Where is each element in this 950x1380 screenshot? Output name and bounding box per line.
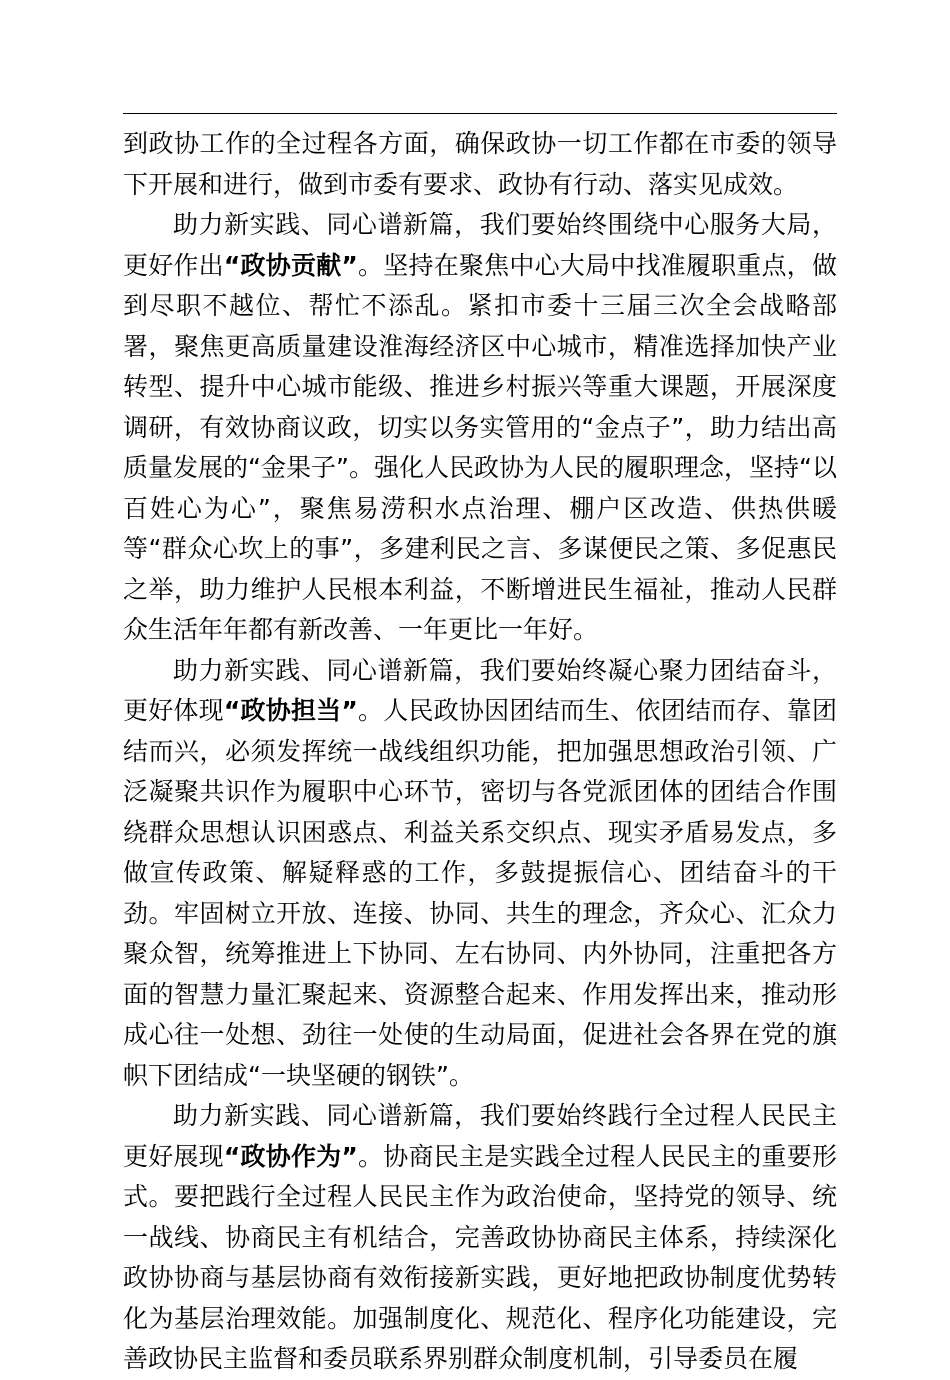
paragraph-text: 。人民政协因团结而生、依团结而存、靠团结而兴，必须发挥统一战线组织功能，把加强思想政治引领、广泛凝聚共识作为履职中心环节，密切与各党派团体的团结合作围绕群众思想认识困惑点、利益关系交织点、现实矛盾易发点，多做宣传政策、解疑释惑的工作，多鼓提振信心、团结奋斗的干劲。牢固树立开放、连接、协同、共生的理念，齐众心、汇众力聚众智，统筹推进上下协同、左右协同、内外协同，注重把各方面的智慧力量汇聚起来、资源整合起来、作用发挥出来，推动形成心往一处想、劲往一处使的生动局面，促进社会各界在党的旗帜下团结成“一块坚硬的钢铁”。 bbox=[123, 696, 837, 1090]
paragraph bbox=[123, 124, 837, 205]
emphasis-text: “政协贡献” bbox=[223, 250, 358, 280]
paragraph-text: 助力新实践、同心谱新篇，我们要始终践行全过程人民民主更好展现 bbox=[123, 1101, 837, 1171]
paragraph bbox=[123, 1096, 837, 1380]
paragraph-text: 。协商民主是实践全过程人民民主的重要形式。要把践行全过程人民民主作为政治使命，坚持党的领导、统一战线、协商民主有机结合，完善政协协商民主体系，持续深化政协协商与基层协商有效衔接新实践，更好地把政协制度优势转化为基层治理效能。加强制度化、规范化、程序化功能建设，完善政协民主监督和委员联系界别群众制度机制，引导委员在履 bbox=[123, 1141, 837, 1373]
paragraph-text: 。坚持在聚焦中心大局中找准履职重点，做到尽职不越位、帮忙不添乱。紧扣市委十三届三次全会战略部署，聚焦更高质量建设淮海经济区中心城市，精准选择加快产业转型、提升中心城市能级、推进乡村振兴等重大课题，开展深度调研，有效协商议政，切实以务实管用的“金点子”，助力结出高质量发展的“金果子”。强化人民政协为人民的履职理念，坚持“以百姓心为心”，聚焦易涝积水点治理、棚户区改造、供热供暖等“群众心坎上的事”，多建利民之言、多谋便民之策、多促惠民之举，助力维护人民根本利益，不断增进民生福祉，推动人民群众生活年年都有新改善、一年更比一年好。 bbox=[123, 250, 837, 644]
header-rule bbox=[123, 113, 837, 114]
paragraph bbox=[123, 651, 837, 1097]
paragraph-text: 助力新实践、同心谱新篇，我们要始终凝心聚力团结奋斗，更好体现 bbox=[123, 655, 837, 725]
document-body bbox=[123, 124, 837, 1380]
paragraph bbox=[123, 205, 837, 651]
paragraph-text: 到政协工作的全过程各方面，确保政协一切工作都在市委的领导下开展和进行，做到市委有要求、政协有行动、落实见成效。 bbox=[123, 129, 837, 199]
paragraph-text: 助力新实践、同心谱新篇，我们要始终围绕中心服务大局，更好作出 bbox=[123, 210, 837, 280]
emphasis-text: “政协作为” bbox=[223, 1141, 358, 1171]
emphasis-text: “政协担当” bbox=[223, 696, 358, 725]
